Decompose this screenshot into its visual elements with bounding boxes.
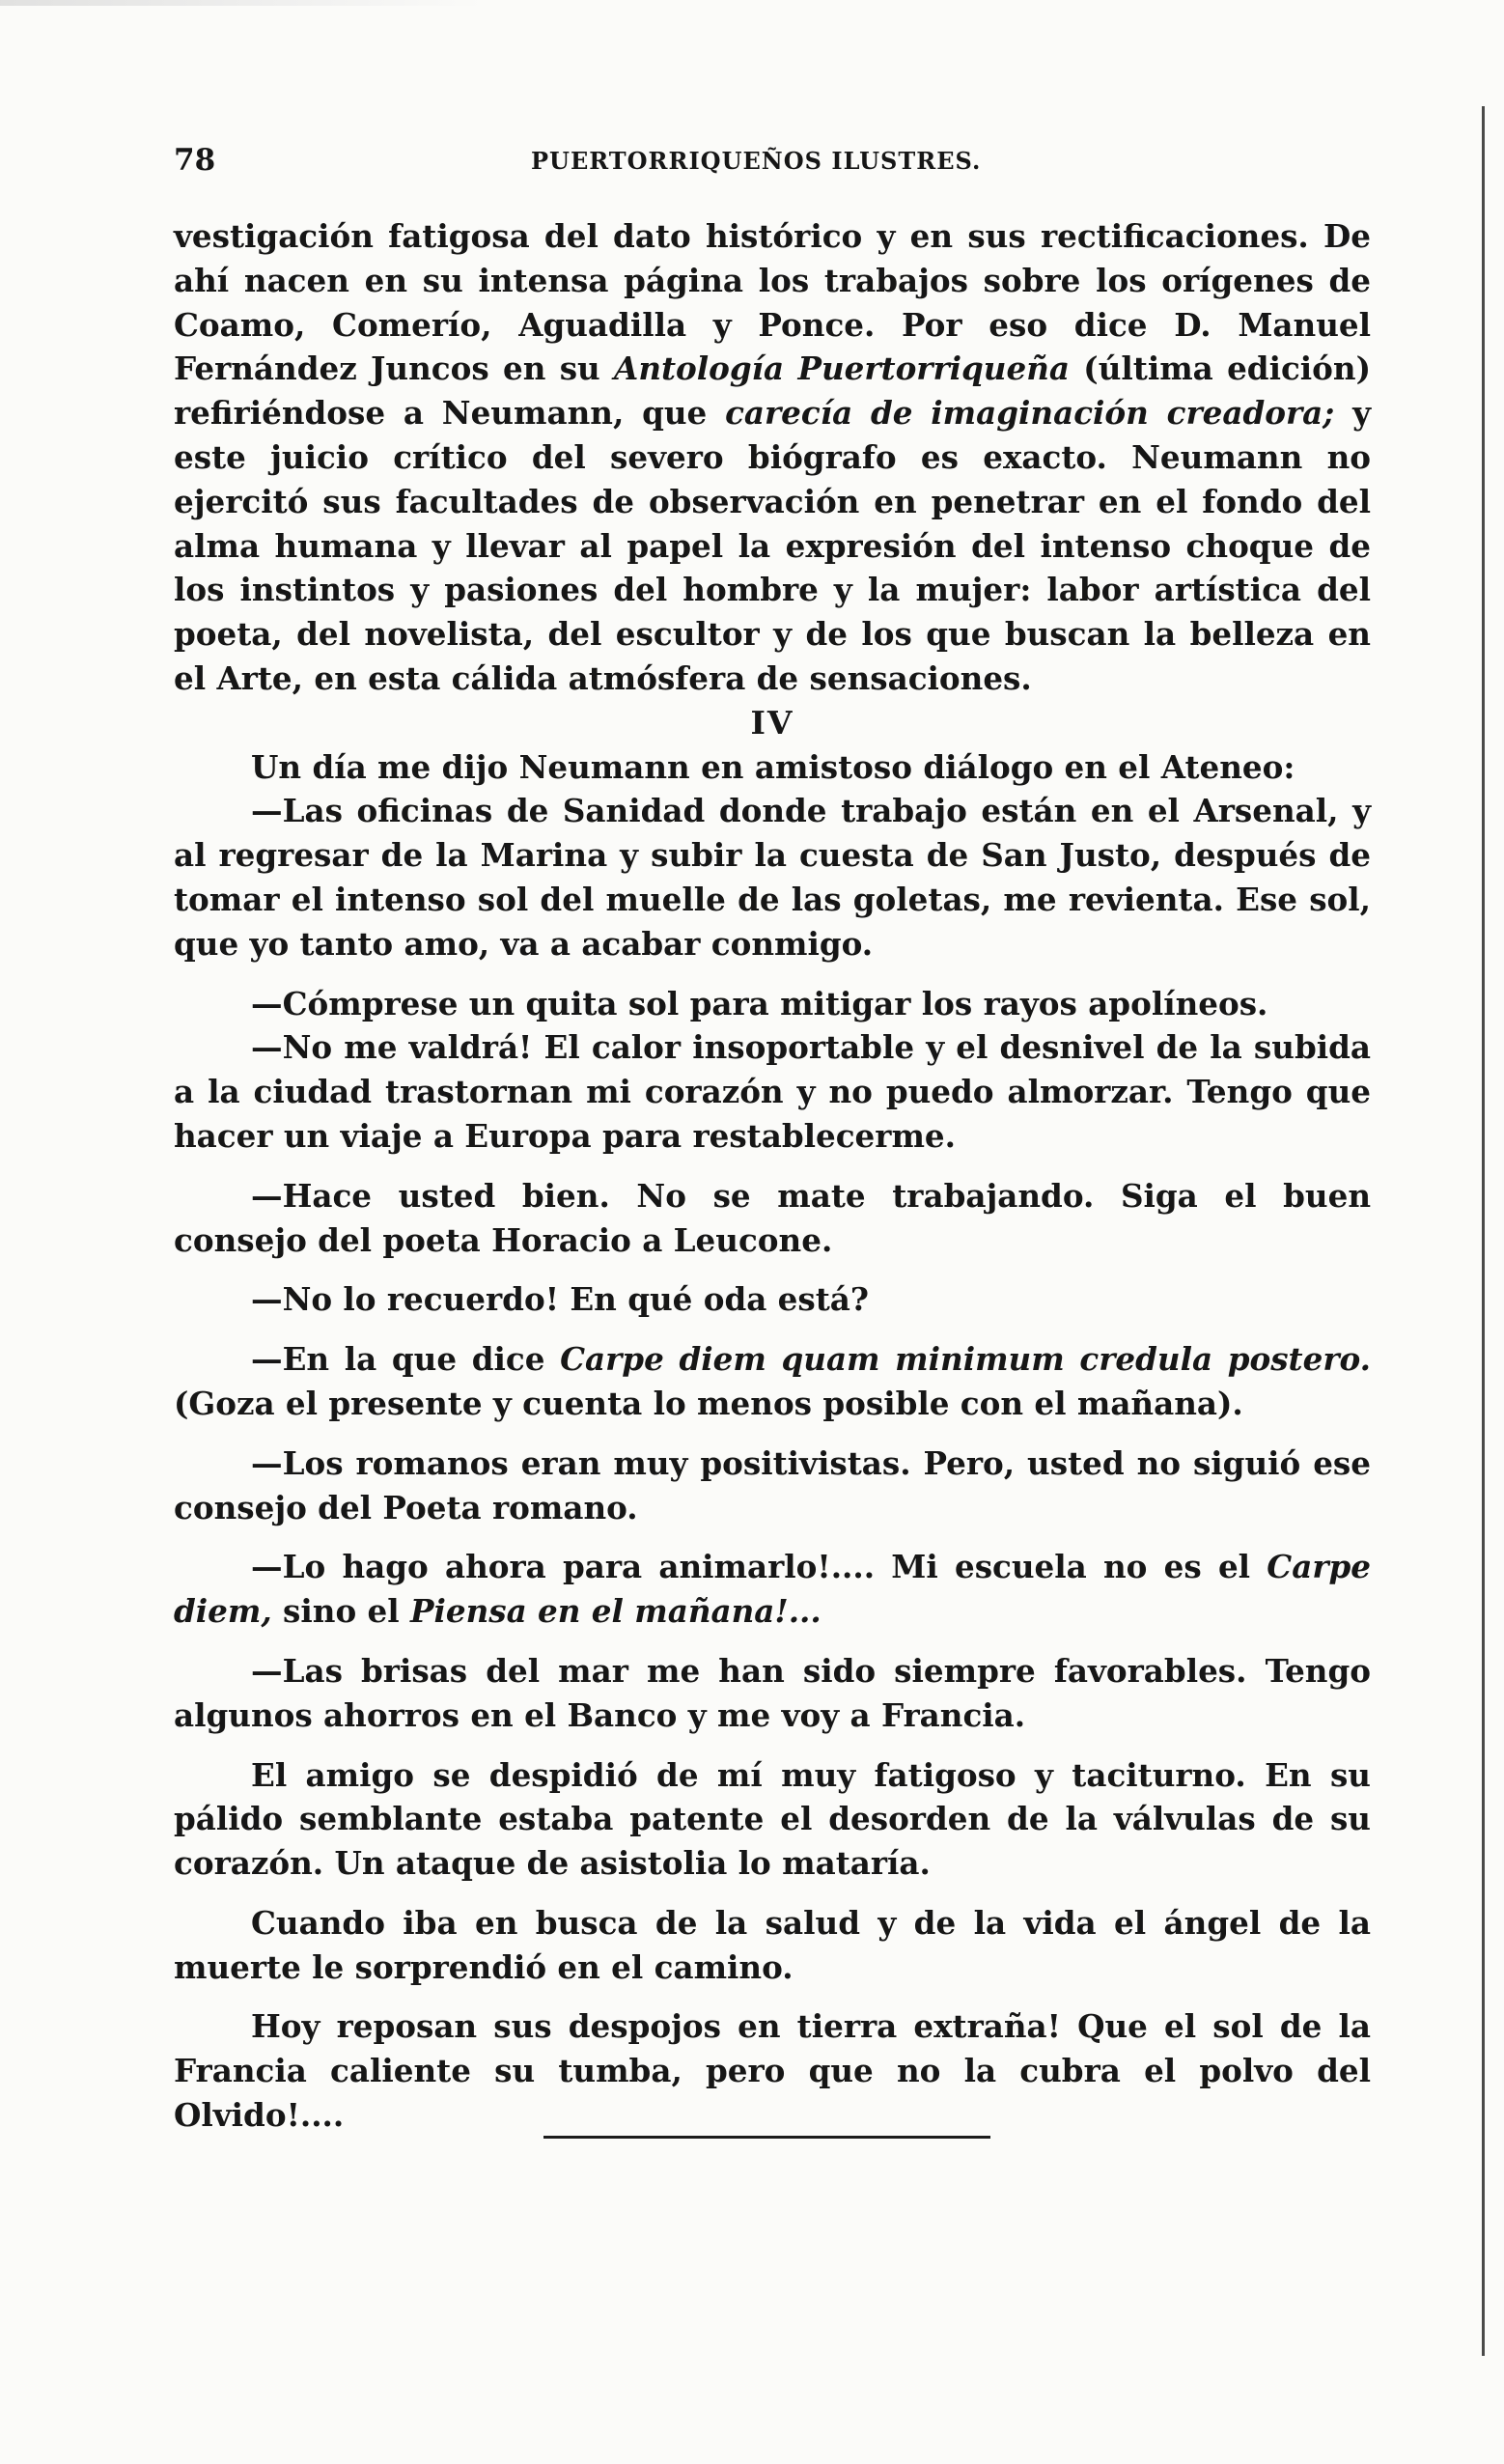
- italic-quote: carecía de imaginación creadora;: [725, 394, 1335, 433]
- dialogue-paragraph: —No me valdrá! El calor insoportable y el desnivel de la subida a la ciudad trastornan mi corazón y no puedo almorzar. Tengo que hacer un viaje a Europa para restablecerme.: [174, 1028, 1371, 1155]
- page-edge-line: [1482, 106, 1485, 2356]
- paragraph: El amigo se despidió de mí muy fatigoso y taciturno. En su pálido semblante estaba patente el desorden de la válvulas de su corazón. Un ataque de asistolia lo mataría.: [174, 1755, 1371, 1883]
- section-heading: IV: [750, 703, 794, 742]
- paragraph: Un día me dijo Neumann en amistoso diálogo en el Ateneo:: [251, 747, 1295, 786]
- dialogue-paragraph: —Las oficinas de Sanidad donde trabajo están en el Arsenal, y al regresar de la Marina y subir la cuesta de San Justo, después de tomar el intenso sol del muelle de las goletas, me revienta. Ese sol, que yo tanto amo, va a acabar conmigo.: [174, 792, 1371, 963]
- text-run: sino el: [271, 1592, 410, 1631]
- text-run: —Lo hago ahora para animarlo!.... Mi escuela no es el: [251, 1548, 1267, 1586]
- text-body: [174, 214, 1371, 2138]
- dialogue-paragraph: [174, 1545, 1371, 1634]
- italic-phrase: Piensa en el mañana!...: [409, 1592, 822, 1631]
- opening-paragraph: [174, 214, 1371, 701]
- scan-artifact: [0, 0, 483, 6]
- italic-latin-phrase: Carpe diem,: [174, 1548, 1371, 1631]
- paragraph: Hoy reposan sus despojos en tierra extraña! Que el sol de la Francia caliente su tumba, pero que no la cubra el polvo del Olvido!....: [174, 2007, 1371, 2135]
- text-run: (última edición) refiriéndose a Neumann, que: [174, 350, 1371, 433]
- text-run: (Goza el presente y cuenta lo menos posible con el mañana).: [174, 1384, 1243, 1422]
- text-run: vestigación fatigosa del dato histórico y en sus rectificaciones. De ahí nacen en su intensa página los trabajos sobre los orígenes de Coamo, Comerío, Aguadilla y Ponce. Por eso dice D. Manuel Fernández Juncos en su: [174, 217, 1371, 388]
- dialogue-paragraph: —Hace usted bien. No se mate trabajando. Siga el buen consejo del poeta Horacio a Leucone.: [174, 1176, 1371, 1259]
- running-head: [174, 143, 1371, 182]
- dialogue-paragraph: —No lo recuerdo! En qué oda está?: [251, 1280, 869, 1319]
- running-title: PUERTORRIQUEÑOS ILUSTRES.: [531, 147, 982, 175]
- text-run: y este juicio crítico del severo biógrafo es exacto. Neumann no ejercitó sus facultades de observación en penetrar en el fondo del alma humana y llevar al papel la expresión del intenso choque de los instintos y pasiones del hombre y la mujer: labor artística del poeta, del novelista, del escultor y de los que buscan la belleza en el Arte, en esta cálida atmósfera de sensaciones.: [174, 394, 1372, 697]
- text-run: —En la que dice: [251, 1340, 561, 1379]
- dialogue-paragraph: [174, 1337, 1371, 1426]
- closing-rule: [543, 2136, 990, 2139]
- paragraph: Cuando iba en busca de la salud y de la vida el ángel de la muerte le sorprendió en el camino.: [174, 1903, 1371, 1986]
- italic-latin-quote: Carpe diem quam minimum credula postero.: [560, 1340, 1371, 1379]
- dialogue-paragraph: —Las brisas del mar me han sido siempre favorables. Tengo algunos ahorros en el Banco y me voy a Francia.: [174, 1651, 1371, 1734]
- italic-title: Antología Puertorriqueña: [614, 350, 1070, 388]
- dialogue-paragraph: —Los romanos eran muy positivistas. Pero, usted no siguió ese consejo del Poeta romano.: [174, 1443, 1371, 1526]
- dialogue-paragraph: —Cómprese un quita sol para mitigar los rayos apolíneos.: [251, 984, 1268, 1022]
- page-number: 78: [174, 143, 216, 178]
